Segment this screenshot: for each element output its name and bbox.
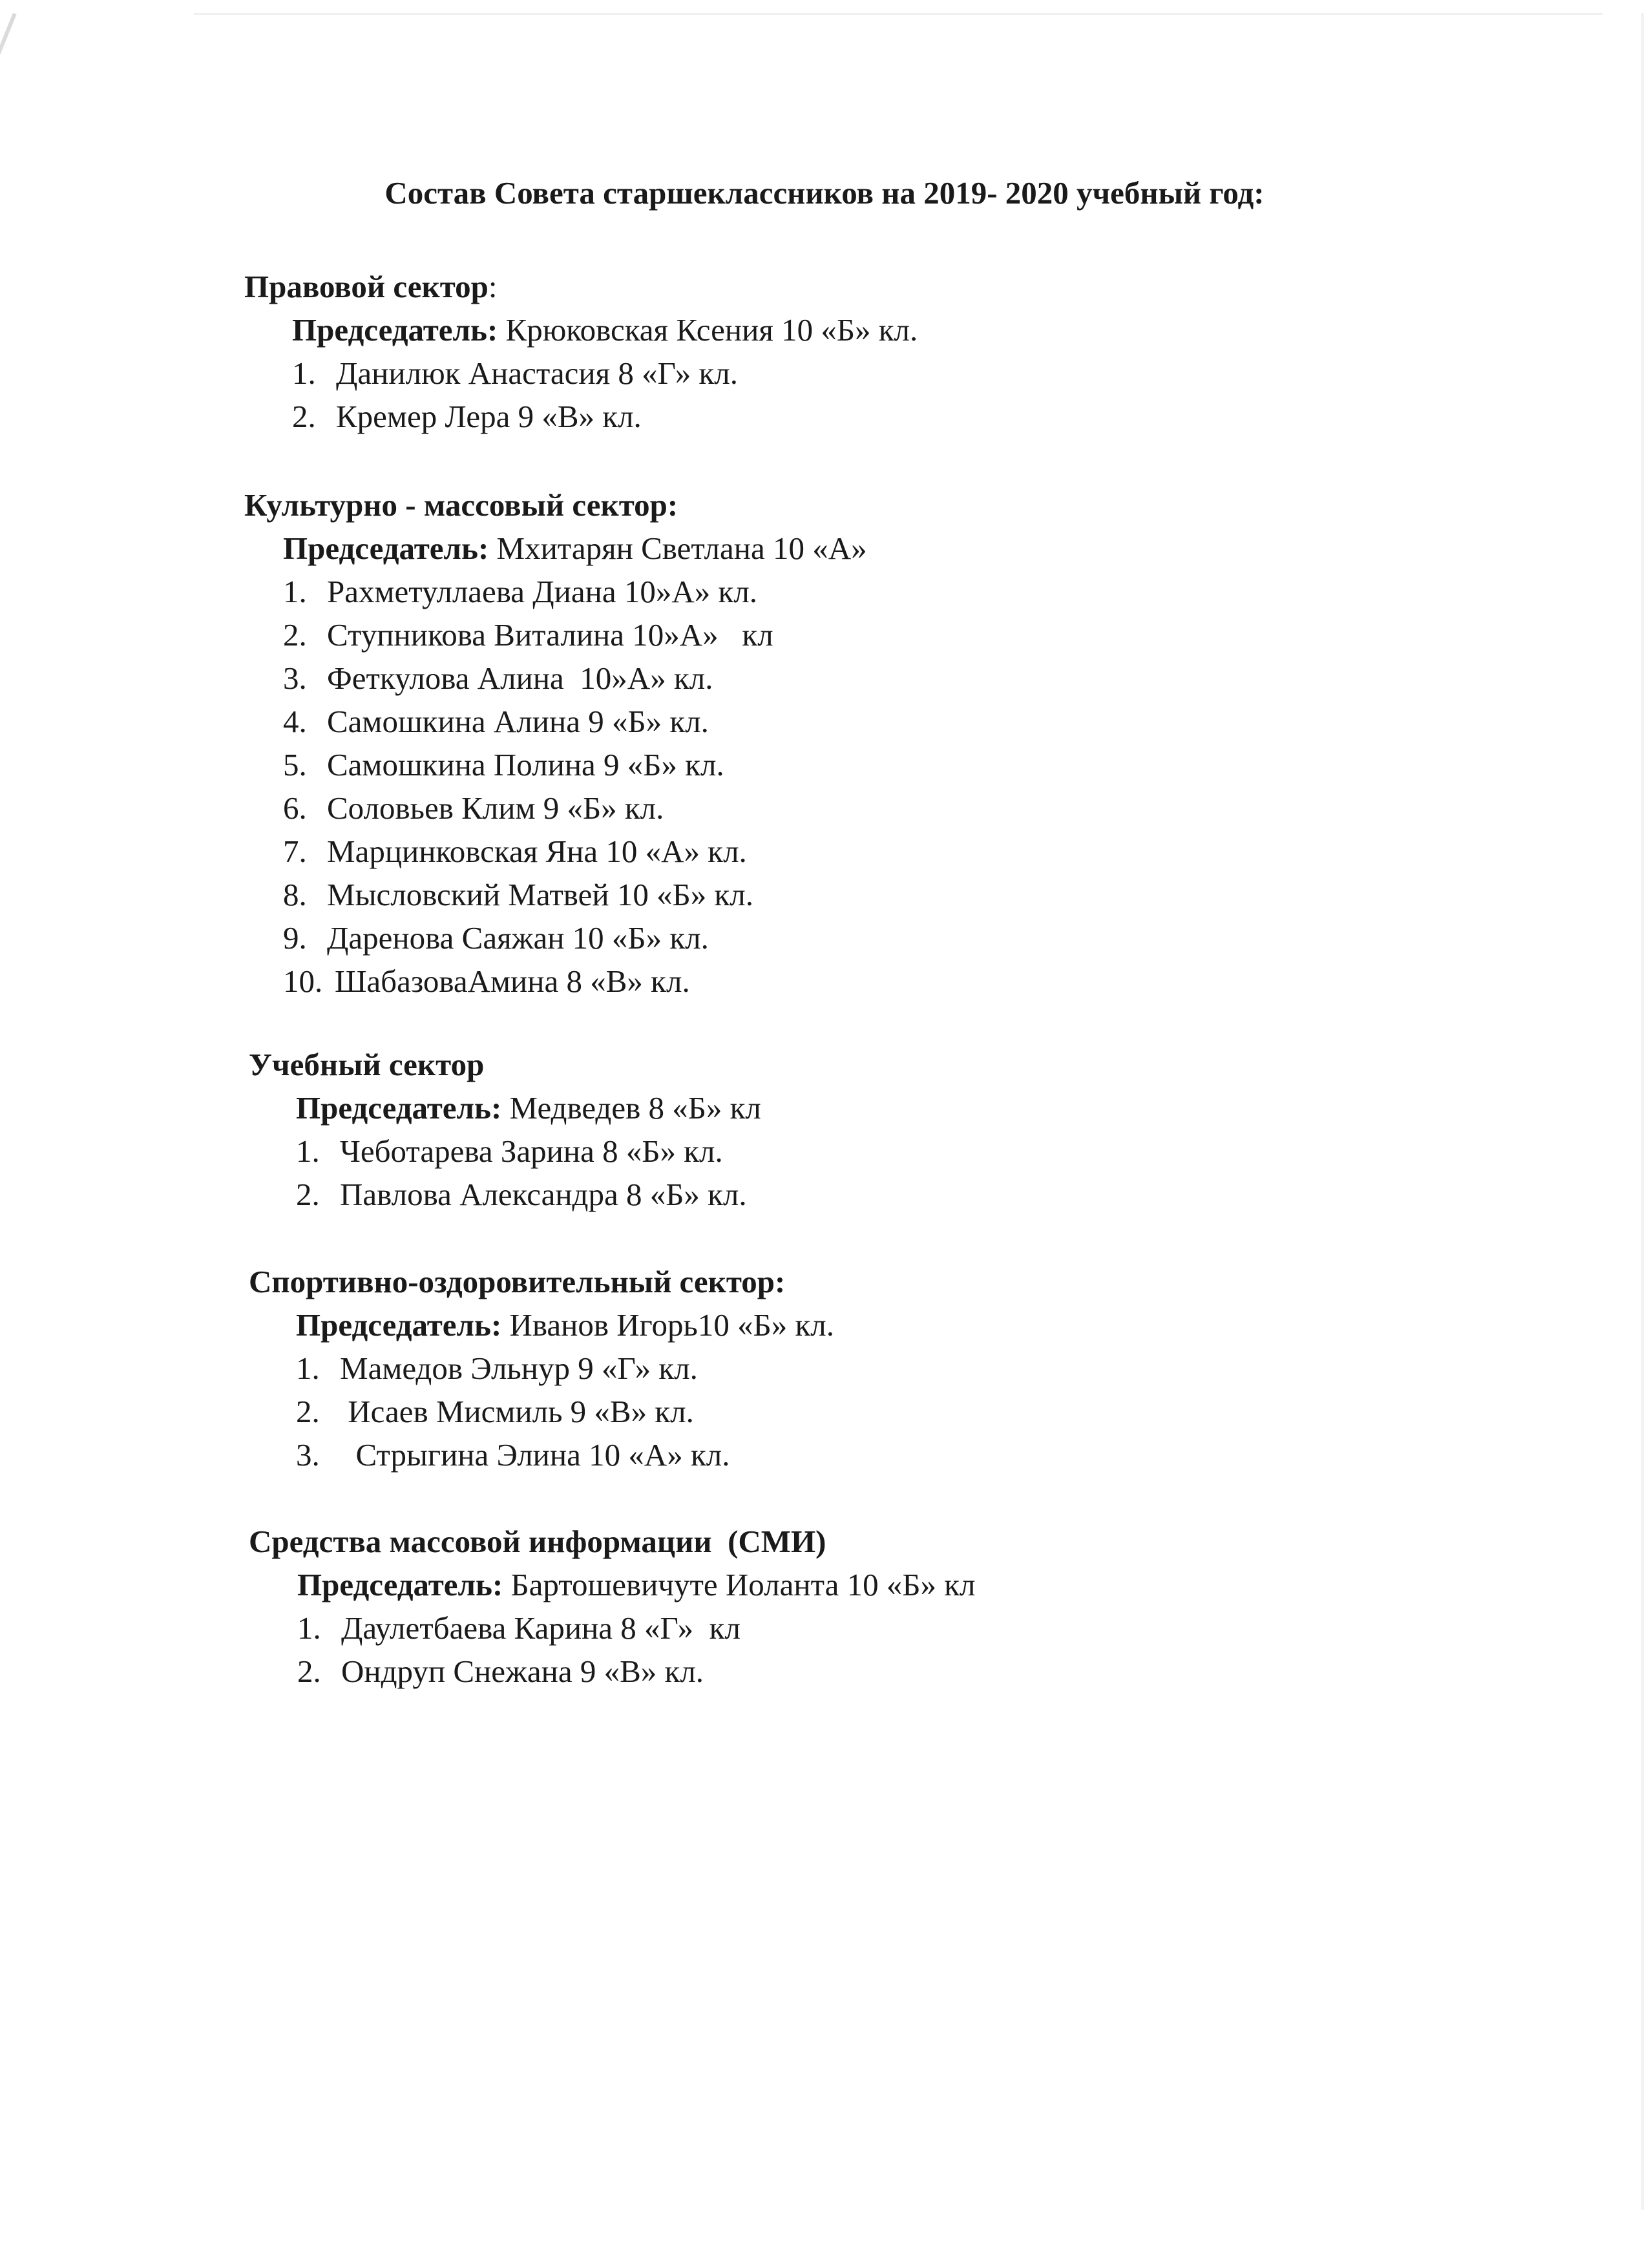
sector-chair: Председатель: Медведев 8 «Б» кл	[296, 1090, 761, 1126]
sector-chair: Председатель: Мхитарян Светлана 10 «А»	[283, 530, 867, 566]
list-item: 2. Исаев Мисмиль 9 «В» кл.	[296, 1394, 694, 1429]
sector-media	[249, 1520, 976, 1693]
list-item: 3. Феткулова Алина 10»А» кл.	[283, 660, 713, 696]
sector-title: Спортивно-оздоровительный сектор:	[249, 1264, 786, 1299]
list-item: 7. Марцинковская Яна 10 «А» кл.	[283, 834, 747, 869]
list-item: 1. Даулетбаева Карина 8 «Г» кл	[297, 1610, 740, 1646]
scan-edge-artifact	[1641, 13, 1644, 2210]
document-title: Состав Совета старшеклассников на 2019- 2020 учебный год:	[384, 175, 1265, 211]
sector-chair: Председатель: Бартошевичуте Иоланта 10 «Б» кл	[297, 1567, 976, 1602]
sector-educational	[249, 1043, 761, 1216]
list-item: 1. Данилюк Анастасия 8 «Г» кл.	[292, 355, 738, 391]
list-item: 1. Чеботарева Зарина 8 «Б» кл.	[296, 1133, 723, 1169]
list-item: 10. ШабазоваАмина 8 «В» кл.	[283, 963, 690, 999]
sector-chair: Председатель: Иванов Игорь10 «Б» кл.	[296, 1307, 835, 1343]
list-item: 2. Ондруп Снежана 9 «В» кл.	[297, 1654, 704, 1689]
list-item: 3. Стрыгина Элина 10 «А» кл.	[296, 1437, 730, 1473]
sector-cultural	[244, 483, 867, 1003]
list-item: 2. Ступникова Виталина 10»А» кл	[283, 617, 773, 653]
list-item: 6. Соловьев Клим 9 «Б» кл.	[283, 790, 664, 826]
scan-edge-artifact	[0, 13, 17, 278]
list-item: 5. Самошкина Полина 9 «Б» кл.	[283, 747, 724, 782]
scan-edge-artifact	[194, 13, 1602, 15]
list-item: 9. Даренова Саяжан 10 «Б» кл.	[283, 920, 709, 956]
sector-legal	[244, 265, 918, 438]
list-item: 1. Мамедов Эльнур 9 «Г» кл.	[296, 1350, 698, 1386]
sector-title: Правовой сектор:	[244, 269, 498, 304]
list-item: 2. Кремер Лера 9 «В» кл.	[292, 399, 642, 434]
sector-chair: Председатель: Крюковская Ксения 10 «Б» кл.	[292, 312, 918, 348]
list-item: 1. Рахметуллаева Диана 10»А» кл.	[283, 574, 758, 609]
sector-title: Культурно - массовый сектор:	[244, 487, 678, 523]
sector-title: Учебный сектор	[249, 1047, 485, 1082]
list-item: 4. Самошкина Алина 9 «Б» кл.	[283, 704, 709, 739]
list-item: 2. Павлова Александра 8 «Б» кл.	[296, 1177, 747, 1212]
sector-sports	[249, 1260, 834, 1476]
list-item: 8. Мысловский Матвей 10 «Б» кл.	[283, 877, 753, 912]
sector-title: Средства массовой информации (СМИ)	[249, 1524, 826, 1559]
